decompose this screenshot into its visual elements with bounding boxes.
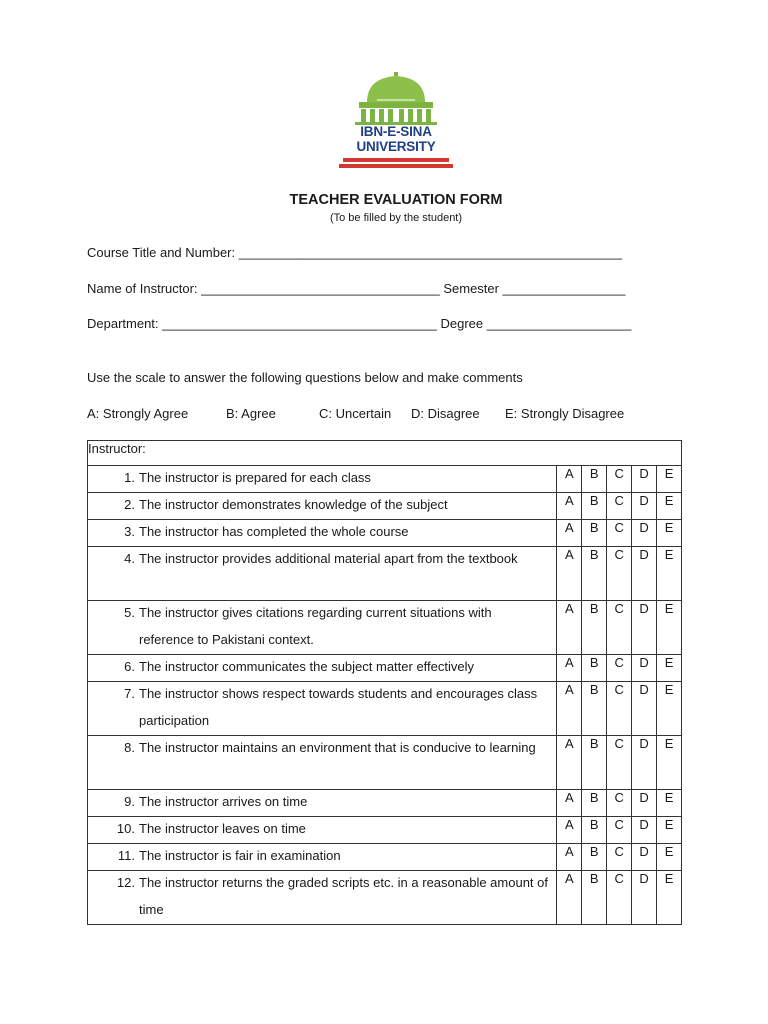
question-text: The instructor has completed the whole course	[139, 524, 409, 539]
rating-option-c[interactable]: C	[607, 655, 632, 682]
question-text: The instructor returns the graded scripts etc. in a reasonable amount of time	[139, 875, 548, 917]
rating-option-a[interactable]: A	[557, 844, 582, 871]
scale-e: E: Strongly Disagree	[505, 406, 625, 421]
question-row	[88, 871, 682, 925]
question-text: The instructor gives citations regarding current situations with reference to Pakistani context.	[139, 605, 492, 647]
rating-option-e[interactable]: E	[657, 547, 682, 601]
rating-option-c[interactable]: C	[607, 601, 632, 655]
question-text: The instructor is prepared for each class	[139, 470, 371, 485]
question-number: 1.	[124, 470, 135, 485]
question-number: 12.	[116, 875, 135, 890]
rating-option-c[interactable]: C	[607, 520, 632, 547]
rating-option-e[interactable]: E	[657, 682, 682, 736]
question-cell	[88, 601, 557, 655]
rating-option-c[interactable]: C	[607, 736, 632, 790]
rating-option-b[interactable]: B	[582, 466, 607, 493]
rating-option-e[interactable]: E	[657, 871, 682, 925]
rating-option-e[interactable]: E	[657, 466, 682, 493]
rating-option-d[interactable]: D	[632, 466, 657, 493]
rating-option-e[interactable]: E	[657, 493, 682, 520]
rating-option-a[interactable]: A	[557, 655, 582, 682]
rating-option-e[interactable]: E	[657, 790, 682, 817]
rating-option-d[interactable]: D	[632, 682, 657, 736]
question-row	[88, 601, 682, 655]
rating-option-c[interactable]: C	[607, 547, 632, 601]
scale-d: D: Disagree	[411, 406, 480, 421]
question-text: The instructor shows respect towards students and encourages class participation	[139, 686, 538, 728]
course-title-field[interactable]: Course Title and Number: _____________________________________________________	[87, 245, 622, 260]
rating-option-e[interactable]: E	[657, 817, 682, 844]
question-row	[88, 520, 682, 547]
rating-option-b[interactable]: B	[582, 547, 607, 601]
section-label: Instructor:	[88, 441, 682, 466]
rating-option-e[interactable]: E	[657, 736, 682, 790]
rating-option-b[interactable]: B	[582, 601, 607, 655]
rating-option-c[interactable]: C	[607, 682, 632, 736]
rating-option-e[interactable]: E	[657, 844, 682, 871]
rating-option-c[interactable]: C	[607, 790, 632, 817]
rating-option-a[interactable]: A	[557, 871, 582, 925]
question-cell	[88, 736, 557, 790]
rating-option-b[interactable]: B	[582, 871, 607, 925]
question-text: The instructor arrives on time	[139, 794, 308, 809]
rating-option-d[interactable]: D	[632, 817, 657, 844]
form-subtitle: (To be filled by the student)	[329, 212, 463, 224]
scale-b: B: Agree	[226, 406, 276, 421]
question-text: The instructor is fair in examination	[139, 848, 341, 863]
rating-option-c[interactable]: C	[607, 466, 632, 493]
scale-a: A: Strongly Agree	[87, 406, 189, 421]
rating-option-d[interactable]: D	[632, 520, 657, 547]
question-number: 7.	[124, 686, 135, 701]
question-number: 5.	[124, 605, 135, 620]
question-number: 3.	[124, 524, 135, 539]
rating-option-b[interactable]: B	[582, 655, 607, 682]
rating-option-d[interactable]: D	[632, 790, 657, 817]
rating-option-a[interactable]: A	[557, 790, 582, 817]
question-number: 8.	[124, 740, 135, 755]
question-number: 10.	[116, 821, 135, 836]
question-text: The instructor provides additional material apart from the textbook	[139, 551, 518, 566]
question-text: The instructor leaves on time	[139, 821, 306, 836]
university-logo	[337, 72, 455, 174]
rating-option-d[interactable]: D	[632, 655, 657, 682]
rating-option-d[interactable]: D	[632, 547, 657, 601]
instructor-semester-field[interactable]: Name of Instructor: _________________________________ Semester _________________	[87, 281, 626, 296]
question-number: 9.	[124, 794, 135, 809]
rating-option-b[interactable]: B	[582, 790, 607, 817]
question-row	[88, 682, 682, 736]
rating-option-b[interactable]: B	[582, 520, 607, 547]
rating-option-d[interactable]: D	[632, 601, 657, 655]
rating-option-a[interactable]: A	[557, 682, 582, 736]
form-title: TEACHER EVALUATION FORM	[289, 192, 503, 208]
rating-option-c[interactable]: C	[607, 493, 632, 520]
question-cell	[88, 547, 557, 601]
university-name-line2: UNIVERSITY	[356, 139, 436, 154]
question-cell	[88, 682, 557, 736]
rating-option-e[interactable]: E	[657, 655, 682, 682]
rating-option-a[interactable]: A	[557, 493, 582, 520]
rating-option-a[interactable]: A	[557, 817, 582, 844]
question-text: The instructor communicates the subject matter effectively	[139, 659, 475, 674]
university-name-line1: IBN-E-SINA	[360, 124, 432, 139]
rating-option-d[interactable]: D	[632, 844, 657, 871]
evaluation-table	[87, 440, 682, 925]
rating-option-b[interactable]: B	[582, 493, 607, 520]
rating-option-a[interactable]: A	[557, 520, 582, 547]
question-number: 4.	[124, 551, 135, 566]
rating-option-c[interactable]: C	[607, 817, 632, 844]
rating-option-a[interactable]: A	[557, 466, 582, 493]
rating-option-b[interactable]: B	[582, 682, 607, 736]
question-row	[88, 655, 682, 682]
rating-option-d[interactable]: D	[632, 871, 657, 925]
instructions-text: Use the scale to answer the following questions below and make comments	[87, 370, 523, 385]
rating-option-a[interactable]: A	[557, 736, 582, 790]
university-dome-emblem	[337, 72, 455, 174]
rating-option-a[interactable]: A	[557, 601, 582, 655]
question-row	[88, 736, 682, 790]
rating-option-b[interactable]: B	[582, 844, 607, 871]
rating-option-b[interactable]: B	[582, 736, 607, 790]
rating-option-e[interactable]: E	[657, 520, 682, 547]
question-number: 2.	[124, 497, 135, 512]
question-number: 11.	[117, 848, 135, 863]
rating-option-b[interactable]: B	[582, 817, 607, 844]
question-text: The instructor demonstrates knowledge of the subject	[139, 497, 448, 512]
rating-option-c[interactable]: C	[607, 871, 632, 925]
question-text: The instructor maintains an environment that is conducive to learning	[139, 740, 536, 755]
question-cell	[88, 871, 557, 925]
rating-option-d[interactable]: D	[632, 736, 657, 790]
department-degree-field[interactable]: Department: ______________________________________ Degree ____________________	[87, 316, 632, 331]
scale-c: C: Uncertain	[319, 406, 392, 421]
question-row	[88, 493, 682, 520]
rating-option-c[interactable]: C	[607, 844, 632, 871]
question-number: 6.	[124, 659, 135, 674]
question-row	[88, 547, 682, 601]
rating-option-a[interactable]: A	[557, 547, 582, 601]
rating-option-e[interactable]: E	[657, 601, 682, 655]
rating-option-d[interactable]: D	[632, 493, 657, 520]
